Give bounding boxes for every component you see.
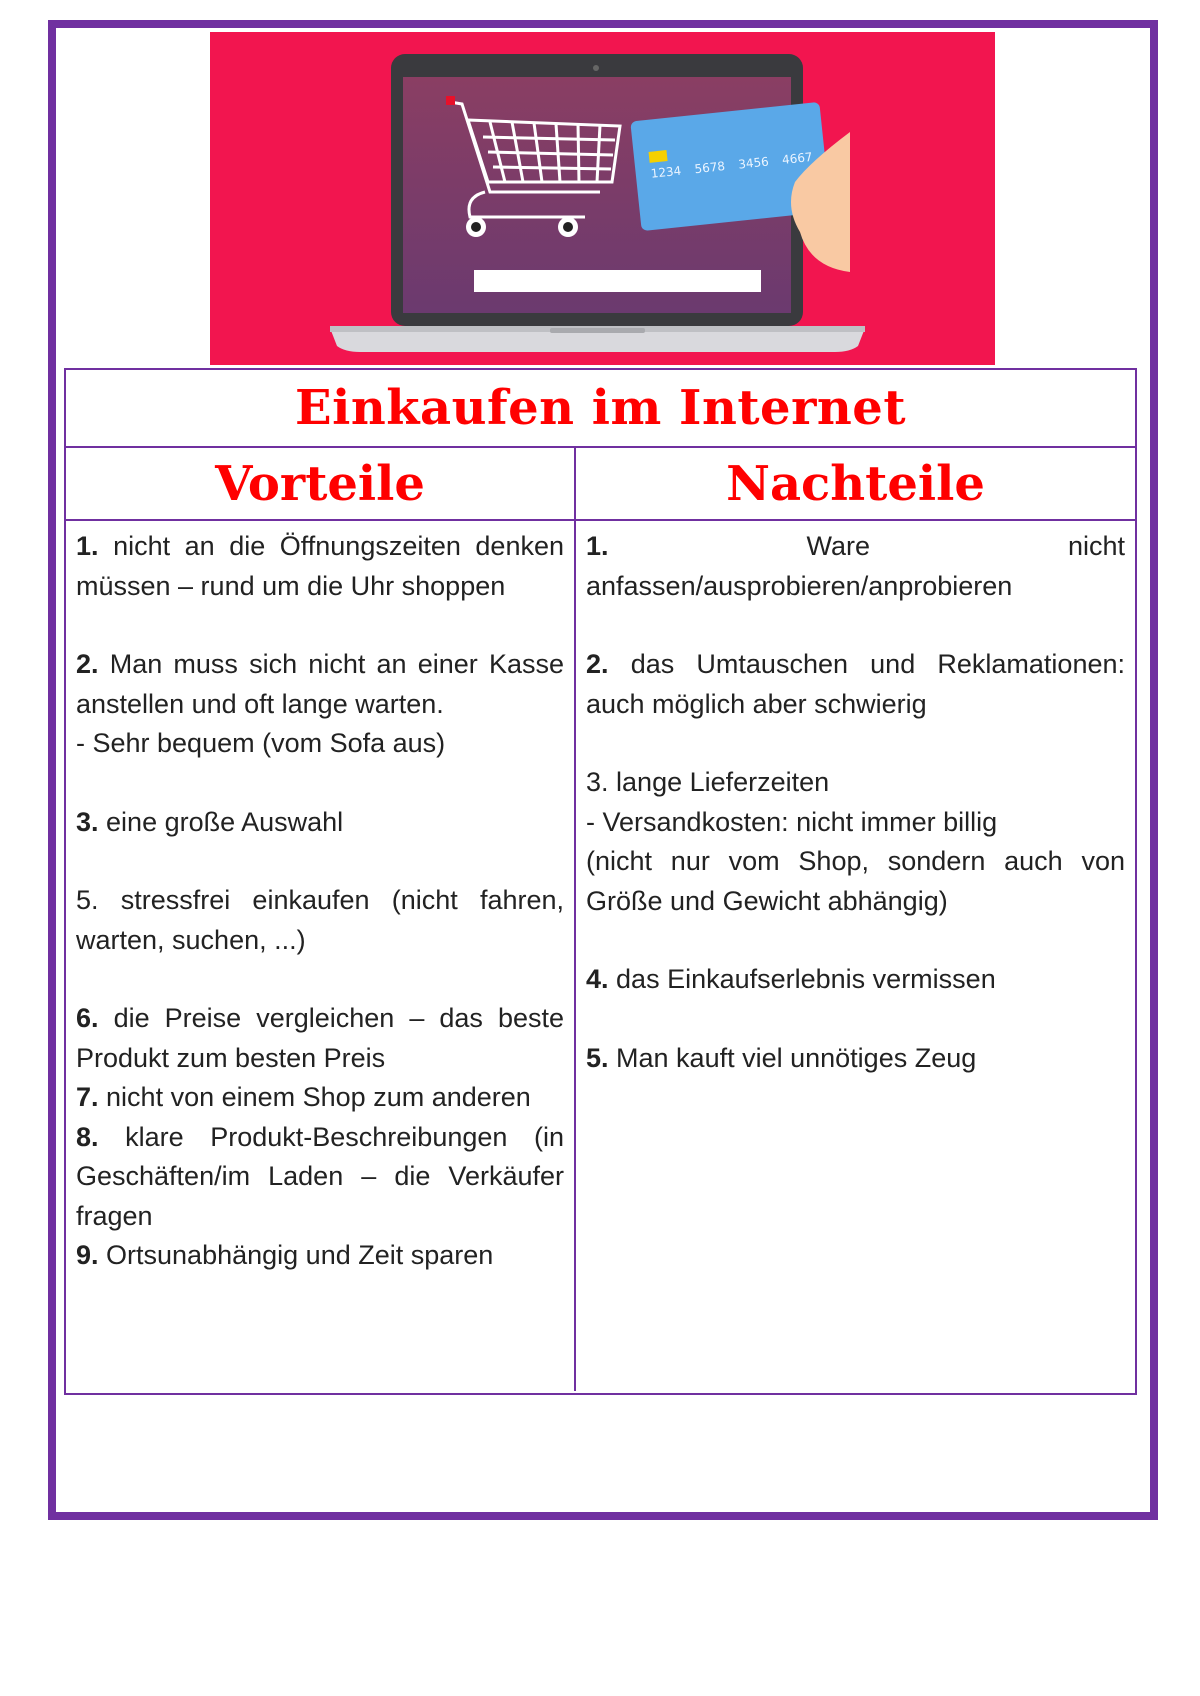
list-item: 6. die Preise vergleichen – das beste Produkt zum besten Preis <box>76 1003 564 1073</box>
list-item: 5. Man kauft viel unnötiges Zeug <box>586 1042 977 1073</box>
list-item: 3. lange Lieferzeiten <box>586 767 830 797</box>
list-item: 1. nicht an die Öffnungszeiten denken müssen – rund um die Uhr shoppen <box>76 531 564 601</box>
list-item: (nicht nur vom Shop, sondern auch von Größe und Gewicht abhängig) <box>586 846 1125 916</box>
list-item: 5. stressfrei einkaufen (nicht fahren, warten, suchen, ...) <box>76 885 564 955</box>
nachteile-header: Nachteile <box>726 455 985 512</box>
list-item: 7. nicht von einem Shop zum anderen <box>76 1082 531 1112</box>
list-item: 9. Ortsunabhängig und Zeit sparen <box>76 1240 494 1270</box>
nachteile-list <box>576 521 1135 1391</box>
page-title: Einkaufen im Internet <box>295 380 906 436</box>
header-row <box>66 448 1135 521</box>
list-item: 4. das Einkaufserlebnis vermissen <box>586 964 996 994</box>
vorteile-header: Vorteile <box>66 448 576 519</box>
list-item: - Versandkosten: nicht immer billig <box>586 806 998 837</box>
content-row <box>66 521 1135 1391</box>
list-item: 2. das Umtauschen und Reklamationen: auch möglich aber schwierig <box>586 649 1125 719</box>
list-item: 8. klare Produkt-Beschreibungen (in Geschäften/im Laden – die Verkäufer fragen <box>76 1121 564 1231</box>
card-number-3: 3456 <box>737 154 770 172</box>
list-item: 1. Ware nicht anfassen/ausprobieren/anprobieren <box>586 531 1125 601</box>
card-number-2: 5678 <box>693 159 726 177</box>
list-item: - Sehr bequem (vom Sofa aus) <box>76 728 446 758</box>
list-item: 3. eine große Auswahl <box>76 806 344 837</box>
card-number-4: 4667 <box>781 149 814 167</box>
title-row <box>66 370 1135 448</box>
card-number-1: 1234 <box>650 163 682 181</box>
vorteile-list <box>66 521 576 1391</box>
pros-cons-table <box>64 368 1137 1395</box>
list-item: 2. Man muss sich nicht an einer Kasse anstellen und oft lange warten. <box>76 649 564 719</box>
online-shopping-illustration <box>210 32 995 365</box>
